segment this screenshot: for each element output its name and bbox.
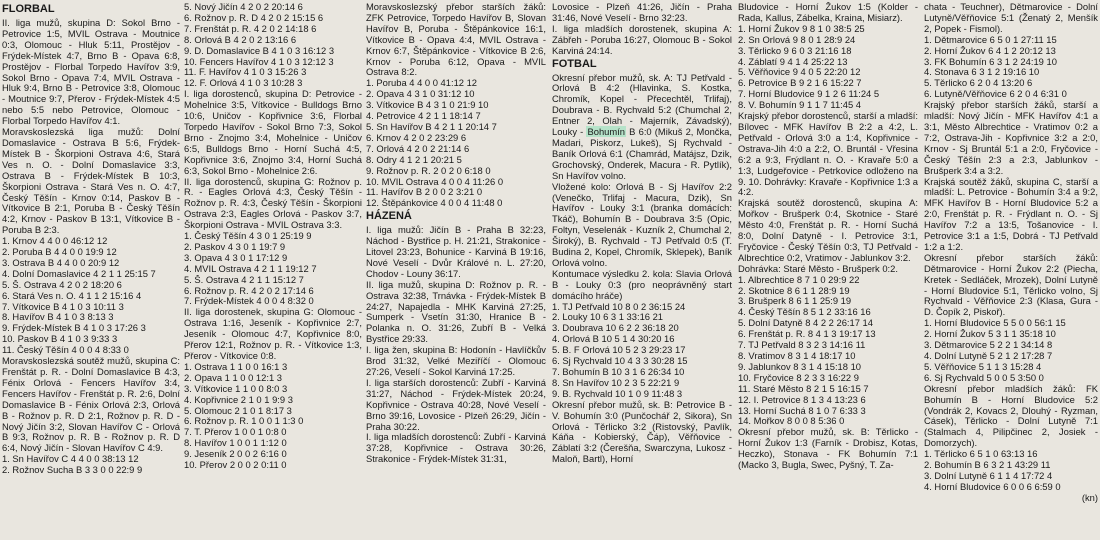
table-row: 4. Orlová B 10 5 1 4 30:20 16 (552, 334, 675, 345)
table-row: 5. Těrlicko 6 2 0 4 13:20 6 (924, 78, 1033, 89)
table-row: 1. Dětmarovice 6 5 0 1 27:11 15 (924, 34, 1057, 45)
table-row: 9. Frýdek-Místek B 4 1 0 3 17:26 3 (2, 323, 146, 334)
table-row: 3. Vítkovice 1 1 0 0 8:0 3 (184, 383, 288, 394)
table-row: 6. Rožnov p. R. 4 2 0 2 17:14 6 (184, 285, 314, 296)
table-row: 2. Bohumín B 6 3 2 1 43:29 11 (924, 460, 1051, 471)
result-paragraph: II. liga mužů, skupina D: Sokol Brno - Petrovice 1:5, MVIL Ostrava - Moutnice 0:3, Olomouc - Hluk 5:11, Prostějov - Frýdek-Místek 4:7, Brno B - Opava 6:8, Prostějov - Florbal Torpedo Havířov 3:9, Sokol Brno - Opava 7:4, MVIL Ostrava - Hluk 9:4, Brno B - Petrovice 3:8, Olomouc - Moutnice 9:7, Přerov - Frýdek-Místek 4:5 nebo 5:5 nebo Petrovice, Olomouc - Florbal Torpedo Havířov 4:1. (2, 17, 180, 127)
result-paragraph: I. liga dorostenců, skupina D: Petrovice - Mohelnice 3:5, Vítkovice - Bulldogs Brno 10:6, Uničov - Kopřivnice 3:6, Florbal Torpedo Havířov - Sokol Brno 7:3, Sokol Brno - Znojmo 3:4, Mohelnice - Uničov 6:5, Bulldogs Brno - Horní Suchá 4:5, Kopřivnice 3:6, Znojmo 3:4, Horní Suchá 6:3, Sokol Brno - Mohelnice 2:6. (184, 88, 362, 176)
table-row: 4. Záblatí 9 4 1 4 25:22 13 (738, 56, 848, 67)
standings-table (366, 78, 546, 209)
table-row: 11. Havířov B 2 0 0 2 3:21 0 (366, 187, 483, 198)
table-row: 4. Kopřivnice 2 1 0 1 9:9 3 (184, 394, 293, 405)
table-row: 9. Jeseník 2 0 0 2 6:16 0 (184, 449, 287, 460)
table-row: 3. FK Bohumín 6 3 1 2 24:19 10 (924, 56, 1057, 67)
table-row: 6. Sj Rychvald 5 0 0 5 3:50 0 (924, 372, 1044, 383)
table-row: 2. Sn Orlová 9 8 0 1 28:9 24 (738, 34, 856, 45)
table-row: 4. Stonava 6 3 1 2 19:16 10 (924, 67, 1040, 78)
table-row: 4. Horní Bludovice 6 0 0 6 6:59 0 (924, 481, 1061, 492)
highlighted-word: Bohumín (587, 126, 626, 138)
table-row: 1. Krnov 4 4 0 0 46:12 12 (2, 236, 108, 247)
table-row: 12. I. Petrovice 8 1 3 4 13:23 6 (738, 394, 866, 405)
table-row: 2. Paskov 4 3 0 1 19:7 9 (184, 241, 286, 252)
result-paragraph: chata - Teuchner), Dětmarovice - Dolní Lutyně/Věřňovice 5:1 (Ženatý 2, Menšík 2, Popek - Fismol). (924, 2, 1098, 34)
text-fragment: Okresní přebor mužů, sk. A: TJ Petřvald - Orlová B 4:2 (Hlavinka, S. Kostka, Chromík, Kopel - Přecechtěl, Trlifaj), Doubrava - B. Rychvald 5:2 (Chumchal 2, Entner 2, Olah - Majerník, Závadský), Louky - (552, 71, 732, 138)
result-paragraph: Moravskoslezský přebor starších žáků: ZFK Petrovice, Torpedo Havířov B, Slovan Havířov B, Poruba - Štěpánkovice 16:1, Vítkovice B - Opava 4:4, MVIL Ostrava - Krnov 6:7, Štěpánkovice - Vítkovice B 2:6, Krnov - Poruba 6:12, Opava - MVIL Ostrava 8:2. (366, 2, 546, 78)
table-row: 5. Nový Jičín 4 2 0 2 20:14 6 (184, 2, 303, 12)
table-row: 3. Doubrava 10 6 2 2 36:18 20 (552, 323, 679, 334)
table-row: 4. Dolní Domaslavice 4 2 1 1 25:15 7 (2, 268, 156, 279)
result-paragraph: Moravskoslezská soutěž mužů, skupina C: Frenštát p. R. - Dolní Domaslavice B 4:3, Fénix Orlová - Fencers Havířov 3:4, Fencers Havířov - Frenštát p. R. 2:6, Dolní Domaslavice B - Fénix Orlová 2:3, Orlová B - Rožnov p. R. D 2:1, Rožnov p. R. D - Nový Jičín 3:2, Slovan Havířov C - Orlová B 9:3, Rožnov p. R. B - Rožnov p. R. D 6:4, Nový Jičín - Slovan Havířov C 4:9. (2, 355, 180, 454)
table-row: 6. Stará Ves n. O. 4 1 1 2 15:16 4 (2, 290, 142, 301)
result-paragraph: I. liga mladších dorostenek, skupina A: Zábřeh - Poruba 16:27, Olomouc B - Sokol Karviná 24:14. (552, 22, 732, 56)
table-row: 2. Poruba B 4 4 0 0 19:9 12 (2, 247, 117, 258)
table-row: 10. Fencers Havířov 4 1 0 3 12:12 3 (184, 56, 334, 67)
column-5 (738, 2, 918, 538)
table-row: 6. Lutyně/Věřňovice 6 2 0 4 6:31 0 (924, 89, 1067, 100)
section-heading-florbal: FLORBAL (2, 3, 55, 15)
table-row: 1. Horní Žukov 9 8 1 0 38:5 25 (738, 23, 865, 34)
result-paragraph: Krajský přebor dorostenců, starší a mladší: Bílovec - MFK Havířov B 2:2 a 4:2, L. Petřvald - Orlová 3:0 a 1:4, Kopřivnice - Ostrava-Jih 4:0 a 2:2, O. Bruntál - Vřesina 6:2 a 9:3, Frýdlant n. O. - Kravaře 5:0 a 1:3, Ludgeřovice - Petrkovice odloženo na 9. 10. Dohrávky: Kravaře - Kopřivnice 1:3 a 4:2. (738, 110, 918, 198)
result-paragraph: Okresní přebor starších žáků: Dětmarovice - Horní Žukov 2:2 (Piecha, Kretek - Sedláček, Mrozek), Dolní Lutyně - Horní Bludovice 5:1, Těrlicko volno, Sj Rychvald - Věřňovice 2:3 (Klasa, Gura - D. Čopík 2, Piskoř). (924, 251, 1098, 318)
table-row: 10. Paskov B 4 1 0 3 9:33 3 (2, 334, 118, 345)
table-row: 1. TJ Petřvald 10 8 0 2 36:15 24 (552, 301, 686, 312)
table-row: 7. Frenštát p. R. 4 2 0 2 14:18 6 (184, 23, 317, 34)
standings-table (2, 236, 180, 356)
result-paragraph: Kontumace výsledku 2. kola: Slavia Orlová B - Louky 0:3 (pro neoprávněný start domácího hráče) (552, 267, 732, 301)
result-paragraph: Krajský přebor starších žáků, starší a mladší: Nový Jičín - MFK Havířov 4:1 a 3:1, Město Albrechtice - Vratimov 0:2 a 7:2, Ostrava-Jih - Kopřivnice 3:2 a 2:0, Krnov - Sj Bruntál 5:1 a 2:0, Fryčovice - Český Těšín 2:3 a 2:3, Jablunkov - Brušperk 3:4 a 3:2. (924, 99, 1098, 176)
result-paragraph: Bludovice - Horní Žukov 1:5 (Kolder - Rada, Kallus, Zábelka, Kraina, Misiarz). (738, 2, 918, 23)
result-paragraph: I. liga starších dorostenců: Zubří - Karviná 31:27, Náchod - Frýdek-Místek 20:24, Kopřivnice - Ostrava 40:28, Nové Veselí - Brno 39:16, Lovosice - Plzeň 26:29, Jičín - Praha 30:22. (366, 376, 546, 432)
table-row: 8. V. Bohumín 9 1 1 7 11:45 4 (738, 100, 862, 111)
table-row: 8. Odry 4 1 2 1 20:21 5 (366, 154, 462, 165)
table-row: 5. Š. Ostrava 4 2 0 2 18:20 6 (2, 279, 122, 290)
column-6 (924, 2, 1098, 538)
text-fragment: B 6:0 (Mikuš 2, Mončka, Madari, Piskorz, Lukeš), Sj Rychvald - Baník Orlová 6:1 (Chamrád, Matájsz, Dzik, Grochovský, Onderek, Macura - R. Pytlík), Sn Havířov volno. (552, 126, 732, 181)
standings-table (184, 2, 362, 89)
table-row: 1. Horní Bludovice 5 5 0 0 56:1 15 (924, 318, 1066, 329)
table-row: 6. Rožnov p. R. D 4 2 0 2 15:15 6 (184, 12, 324, 23)
result-paragraph: Krajská soutěž žáků, skupina C, starší a mladší: L. Petrovice - Bohumín 3:4 a 9:2, MFK Havířov B - Horní Bludovice 5:2 a 2:0, Frenštát p. R. - Frýdlant n. O. - Sj Havířov 7:2 a 13:5, Tošanovice - I. Petrovice 3:1 a 1:5, Dobrá - TJ Petřvald 1:2 a 1:2. (924, 175, 1098, 252)
table-row: 7. Horní Bludovice 9 1 2 6 11:24 5 (738, 89, 880, 100)
table-row: 6. Frenštát p. R. 8 4 1 3 19:17 13 (738, 329, 876, 340)
table-row: 9. Rožnov p. R. 2 0 2 0 6:18 0 (366, 165, 491, 176)
table-row: 4. Petrovice 4 2 1 1 18:14 7 (366, 111, 481, 122)
section-heading-fotbal: FOTBAL (552, 57, 597, 70)
author-initials: (kn) (1081, 491, 1098, 503)
table-row: 10. MVIL Ostrava 4 0 0 4 11:26 0 (366, 176, 504, 187)
result-paragraph: Dohrávka: Staré Město - Brušperk 0:2. (738, 262, 898, 274)
standings-table (552, 302, 732, 400)
result-paragraph: Vložené kolo: Orlová B - Sj Havířov 2:2 (Venečko, Trlifaj - Macura, Dzik), Sn Havířov - Louky 3:1 (branka domácích: Tkáč), Bohumín B - Doubrava 3:5 (Opic, Foltyn, Veselenák - Kuzník 2, Chumchal 2, Široký), B. Rychvald - TJ Petřvald 0:5 (T. Budina 2, Kopel, Chromík, Sklepek), Baník Orlová volno. (552, 180, 732, 268)
table-row: 1. Ostrava 1 1 0 0 16:1 3 (184, 361, 288, 372)
table-row: 8. Havířov 1 0 0 1 1:12 0 (184, 438, 287, 449)
result-paragraph: Lovosice - Plzeň 41:26, Jičín - Praha 31:46, Nové Veselí - Brno 32:23. (552, 2, 732, 23)
table-row: 10. Přerov 2 0 0 2 0:11 0 (184, 460, 287, 471)
table-row: 2. Skotnice 8 6 1 1 28:9 19 (738, 285, 850, 296)
table-row: 3. Vítkovice B 4 3 1 0 21:9 10 (366, 100, 489, 111)
table-row: 9. B. Rychvald 10 1 0 9 11:48 3 (552, 388, 683, 399)
table-row: 4. Český Těšín 8 5 1 2 33:16 16 (738, 307, 871, 318)
table-row: 11. Český Těšín 4 0 0 4 8:33 0 (2, 345, 129, 356)
table-row: 8. Havířov B 4 1 0 3 8:13 3 (2, 312, 114, 323)
result-paragraph: Okresní přebor mužů, sk. B: Petrovice B - V. Bohumín 3:0 (Punčochář 2, Sikora), Sn Orlová - Těrlicko 3:2 (Ristovský, Pavlík, Káňa - Kobierský, Čáp), Věřňovice - Záblatí 3:2 (Čerešňa, Swarczyna, Lukosz - Maloň, Bartl), Horní (552, 398, 732, 465)
table-row: 2. Horní Žukov 6 4 1 2 20:12 13 (924, 45, 1056, 56)
table-row: 4. Dolní Lutyně 5 2 1 2 17:28 7 (924, 351, 1053, 361)
table-row: 5. Sn Havířov B 4 2 1 1 20:14 7 (366, 121, 497, 132)
table-row: 5. Olomouc 2 1 0 1 8:17 3 (184, 405, 292, 416)
table-row: 11. F. Havířov 4 1 0 3 15:26 3 (184, 67, 307, 78)
table-row: 6. Rožnov p. R. 1 0 0 1 1:3 0 (184, 416, 304, 427)
table-row: 8. Sn Havířov 10 2 3 5 22:21 9 (552, 377, 680, 388)
table-row: 7. Bohumín B 10 3 1 6 26:34 10 (552, 367, 685, 377)
column-1 (2, 2, 180, 538)
result-paragraph: Moravskoslezská liga mužů: Dolní Domaslavice - Ostrava B 5:6, Frýdek-Místek B - Škorpioni Ostrava 4:6, Stará Ves n. O. - Dolní Domaslavice 3:3, Ostrava B - Frýdek-Místek B 10:3, Škorpioni Ostrava - Stará Ves n. O. 4:7, Český Těšín - Krnov 0:14, Paskov B - Vítkovice B 2:1, Poruba B - Český Těšín 4:2, Krnov - Paskov B 13:1, Vítkovice B - Poruba B 2:3. (2, 126, 180, 236)
table-row: 8. Orlová B 4 2 0 2 13:16 6 (184, 34, 297, 45)
table-row: 1. Poruba 4 4 0 0 41:12 12 (366, 78, 478, 89)
table-row: 2. Rožnov Sucha B 3 3 0 0 22:9 9 (2, 465, 143, 476)
table-row: 4. MVIL Ostrava 4 2 1 1 19:12 7 (184, 263, 317, 274)
result-paragraph: II. liga dorostenek, skupina G: Olomouc - Ostrava 1:16, Jeseník - Kopřivnice 2:7, Jeseník - Olomouc 4:7, Kopřivnice 8:0, Přerov 12:1, Rožnov p. R. - Vítkovice 1:3, Přerov - Vítkovice 0:8. (184, 306, 362, 361)
result-paragraph (552, 73, 732, 182)
standings-table (738, 275, 918, 428)
table-row: 2. Louky 10 6 3 1 33:16 21 (552, 312, 664, 323)
column-4 (552, 2, 732, 538)
table-row: 1. Albrechtice 8 7 1 0 29:9 22 (738, 274, 860, 285)
table-row: 6. Krnov 4 2 0 2 23:29 6 (366, 132, 467, 143)
table-row: 5. B. F Orlová 10 5 2 3 29:23 17 (552, 345, 686, 356)
result-paragraph: Okresní přebor mužů, sk. B: Těrlicko - Horní Žukov 1:3 (Farník - Drobisz, Kotas, Heczko), Stonava - FK Bohumín 7:1 (Macko 3, Bugla, Swec, Pyšný, T. Za- (738, 426, 918, 471)
table-row: 7. TJ Petřvald 8 3 2 3 14:16 11 (738, 340, 866, 351)
table-row: 3. Ostrava B 4 4 0 0 20:9 12 (2, 257, 120, 268)
table-row: 7. Orlová 4 2 0 2 21:14 6 (366, 143, 470, 154)
standings-table (924, 35, 1098, 100)
table-row: 2. Horní Žukov 5 3 1 1 35:18 10 (924, 329, 1056, 340)
section-heading-hazena: HÁZENÁ (366, 210, 412, 223)
standings-table (924, 318, 1098, 383)
table-row: 14. Mořkov 8 0 0 8 5:36 0 (738, 416, 845, 427)
table-row: 1. Sn Havířov C 4 4 0 0 38:13 12 (2, 454, 139, 465)
table-row: 3. Těrlicko 9 6 0 3 21:16 18 (738, 45, 852, 56)
result-paragraph: II. liga dorostenců, skupina G: Rožnov p. R. - Eagles Orlová 4:3, Český Těšín - Rožnov p. R. 4:3, Český Těšín - Škorpioni Ostrava 2:3, Eagles Orlová - Paskov 3:7, Škorpioni Ostrava - MVIL Ostrava 3:3. (184, 175, 362, 231)
result-paragraph: I. liga mladších dorostenců: Zubří - Karviná 37:28, Kopřivnice - Ostrava 30:26, Strakonice - Frýdek-Místek 31:31, (366, 431, 546, 465)
standings-table (924, 449, 1098, 493)
table-row: 2. Opava 1 1 0 0 12:1 3 (184, 372, 282, 383)
table-row: 3. Dolní Lutyně 6 1 1 4 17:72 4 (924, 470, 1053, 481)
table-row: 11. Staré Město 8 2 1 5 16:15 7 (738, 383, 869, 394)
table-row: 5. Věřňovice 5 1 1 3 15:28 4 (924, 361, 1042, 372)
column-2 (184, 2, 362, 538)
table-row: 6. Sj Rychvald 10 4 3 3 30:28 15 (552, 356, 688, 367)
table-row: 3. Brušperk 8 6 1 1 25:9 19 (738, 296, 852, 307)
table-row: 6. Petrovice B 9 2 1 6 15:22 7 (738, 78, 862, 89)
standings-table (2, 454, 180, 476)
result-paragraph: Krajská soutěž dorostenců, skupina A: Mořkov - Brušperk 0:4, Skotnice - Staré Město 4:0, Frenštát p. R. - Horní Suchá 8:0, Dolní Datyně - I. Petrovice 3:1, Fryčovice - Český Těšín 0:3, TJ Petřvald - Albrechtice 0:2, Vratimov - Jablunkov 3:2. (738, 197, 918, 263)
standings-table (184, 231, 362, 307)
table-row: 2. Opava 4 3 1 0 31:12 10 (366, 89, 475, 100)
result-paragraph: II. liga mužů, skupina D: Rožnov p. R. - Ostrava 32:38, Trnávka - Frýdek-Místek B 24:27, Napajedla - MHK Karviná 27:25, Sumperk - Vsetín 31:30, Hranice B - Polanka n. O. 31:26, Zubří B - Velká Bystřice 29:33. (366, 278, 546, 345)
table-row: 5. Dolní Datyně 8 4 2 2 26:17 14 (738, 318, 873, 329)
table-row: 5. Š. Ostrava 4 2 1 1 15:12 7 (184, 274, 304, 285)
table-row: 7. Frýdek-Místek 4 0 0 4 8:32 0 (184, 296, 314, 307)
table-row: 12. Štěpánkovice 4 0 0 4 11:48 0 (366, 198, 503, 209)
result-paragraph: I. liga žen, skupina B: Hodonín - Havlíčkův Brod 31:32, Velké Meziříčí - Olomouc 27:26, Veselí - Sokol Karviná 17:25. (366, 344, 546, 377)
table-row: 1. Český Těšín 4 3 0 1 25:19 9 (184, 231, 312, 242)
table-row: 9. D. Domaslavice B 4 1 0 3 16:12 3 (184, 45, 335, 56)
table-row: 10. Fryčovice 8 2 3 3 16:22 9 (738, 372, 859, 383)
table-row: 7. Vítkovice B 4 1 0 3 10:11 3 (2, 301, 124, 312)
table-row: 3. Dětmarovice 5 2 2 1 34:14 8 (924, 340, 1053, 351)
standings-table (738, 24, 918, 111)
table-row: 13. Horní Suchá 8 1 0 7 6:33 3 (738, 405, 866, 416)
result-paragraph: I. liga mužů: Jičín B - Praha B 32:23, Náchod - Bystřice p. H. 21:21, Strakonice - Litovel 23:23, Bohunice - Karviná B 19:16, Nové Veselí - Dvůr Králové n. L. 27:20, Chodov - Louny 36:17. (366, 224, 546, 279)
table-row: 9. Jablunkov 8 3 1 4 15:18 10 (738, 361, 862, 372)
table-row: 1. Těrlicko 6 5 1 0 63:13 16 (924, 449, 1038, 460)
column-3 (366, 2, 546, 538)
table-row: 7. T. Přerov 1 0 0 1 0:8 0 (184, 427, 287, 438)
table-row: 5. Věřňovice 9 4 0 5 22:20 12 (738, 67, 861, 78)
result-paragraph: Okresní přebor mladších žáků: FK Bohumín B - Horní Bludovice 5:2 (Vondrák 2, Kovacs 2, Dlouhý - Ryzman, Cásek), Těrlicko - Dolní Lutyně 7:1 (Stalmach 4, Pilipčinec 2, Josiek - Domorzych). (924, 382, 1098, 449)
table-row: 8. Vratimov 8 3 1 4 18:17 10 (738, 351, 856, 361)
standings-table (184, 362, 362, 471)
table-row: 3. Opava 4 3 0 1 17:12 9 (184, 252, 288, 263)
table-row: 12. F. Orlová 4 1 0 3 10:28 3 (184, 78, 303, 89)
